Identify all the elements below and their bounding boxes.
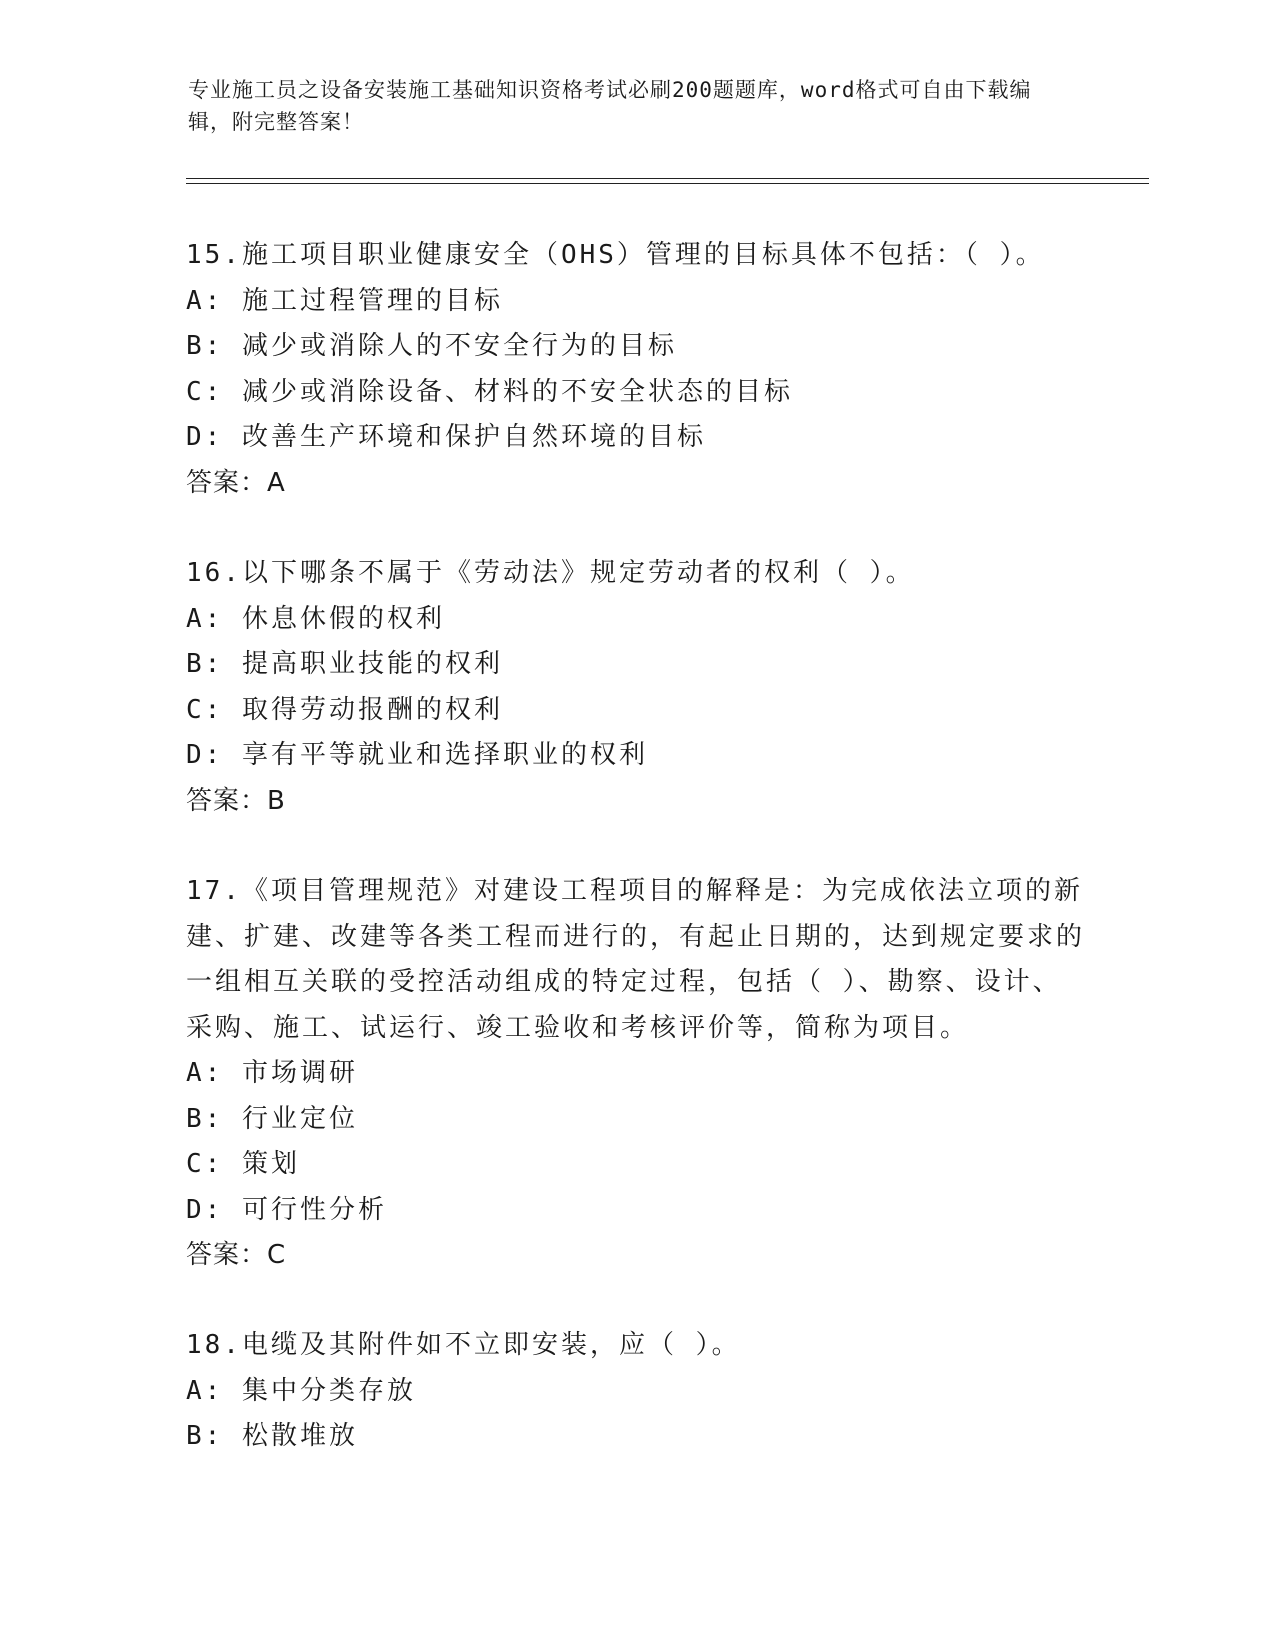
option-d [186,733,1086,779]
option-letter: C: [186,694,224,725]
option-letter: A: [186,603,224,634]
answer: 答案：B [186,785,286,816]
option-a [186,279,1086,325]
question-stem: 17.《项目管理规范》对建设工程项目的解释是：为完成依法立项的新建、扩建、改建等各类工程而进行的，有起止日期的，达到规定要求的一组相互关联的受控活动组成的特定过程，包括（ ）、勘察、设计、采购、施工、试运行、竣工验收和考核评价等，简称为项目。 [186,876,1086,1043]
option-c [186,688,1086,734]
option-d [186,1188,1086,1234]
option-letter: A: [186,1058,224,1088]
option-text: 享有平等就业和选择职业的权利 [241,740,648,770]
option-a [186,1369,1086,1415]
option-text: 减少或消除人的不安全行为的目标 [241,331,677,361]
option-text: 施工过程管理的目标 [241,285,503,316]
document-header: 专业施工员之设备安装施工基础知识资格考试必刷200题题库，word格式可自由下载编辑，附完整答案！ [188,78,1032,134]
header-rule-bottom [186,183,1149,184]
question-18 [186,1323,1086,1460]
option-c [186,370,1086,416]
option-letter: C: [186,1149,224,1179]
question-17 [186,869,1086,1279]
option-c [186,1142,1086,1188]
option-d [186,415,1086,461]
option-text: 减少或消除设备、材料的不安全状态的目标 [241,376,793,407]
option-letter: D: [186,740,224,770]
question-stem: 18.电缆及其附件如不立即安装，应（ ）。 [186,1330,741,1360]
option-letter: A: [186,285,224,316]
option-letter: B: [186,649,224,679]
option-text: 策划 [241,1149,300,1179]
option-text: 行业定位 [241,1103,358,1134]
option-letter: A: [186,1375,224,1406]
question-stem: 16.以下哪条不属于《劳动法》规定劳动者的权利（ ）。 [186,558,915,588]
option-b [186,642,1086,688]
header-rule-top [186,178,1149,179]
question-15 [186,233,1086,506]
option-letter: D: [186,422,224,452]
option-letter: B: [186,1103,224,1134]
option-b [186,324,1086,370]
answer: 答案：A [186,467,286,498]
answer: 答案：C [186,1240,287,1270]
option-a [186,1051,1086,1097]
option-text: 市场调研 [241,1058,358,1088]
option-letter: B: [186,331,224,361]
question-16 [186,551,1086,824]
option-text: 取得劳动报酬的权利 [241,694,503,725]
option-b [186,1414,1086,1460]
option-text: 松散堆放 [241,1421,358,1451]
question-stem: 15.施工项目职业健康安全（OHS）管理的目标具体不包括：（ ）。 [186,240,1045,270]
option-text: 休息休假的权利 [241,603,445,634]
option-letter: D: [186,1194,224,1225]
option-a [186,597,1086,643]
option-letter: B: [186,1421,224,1451]
option-b [186,1097,1086,1143]
option-text: 提高职业技能的权利 [241,649,503,679]
option-text: 可行性分析 [241,1194,387,1225]
option-text: 集中分类存放 [241,1375,416,1406]
option-letter: C: [186,376,224,407]
option-text: 改善生产环境和保护自然环境的目标 [241,422,706,452]
